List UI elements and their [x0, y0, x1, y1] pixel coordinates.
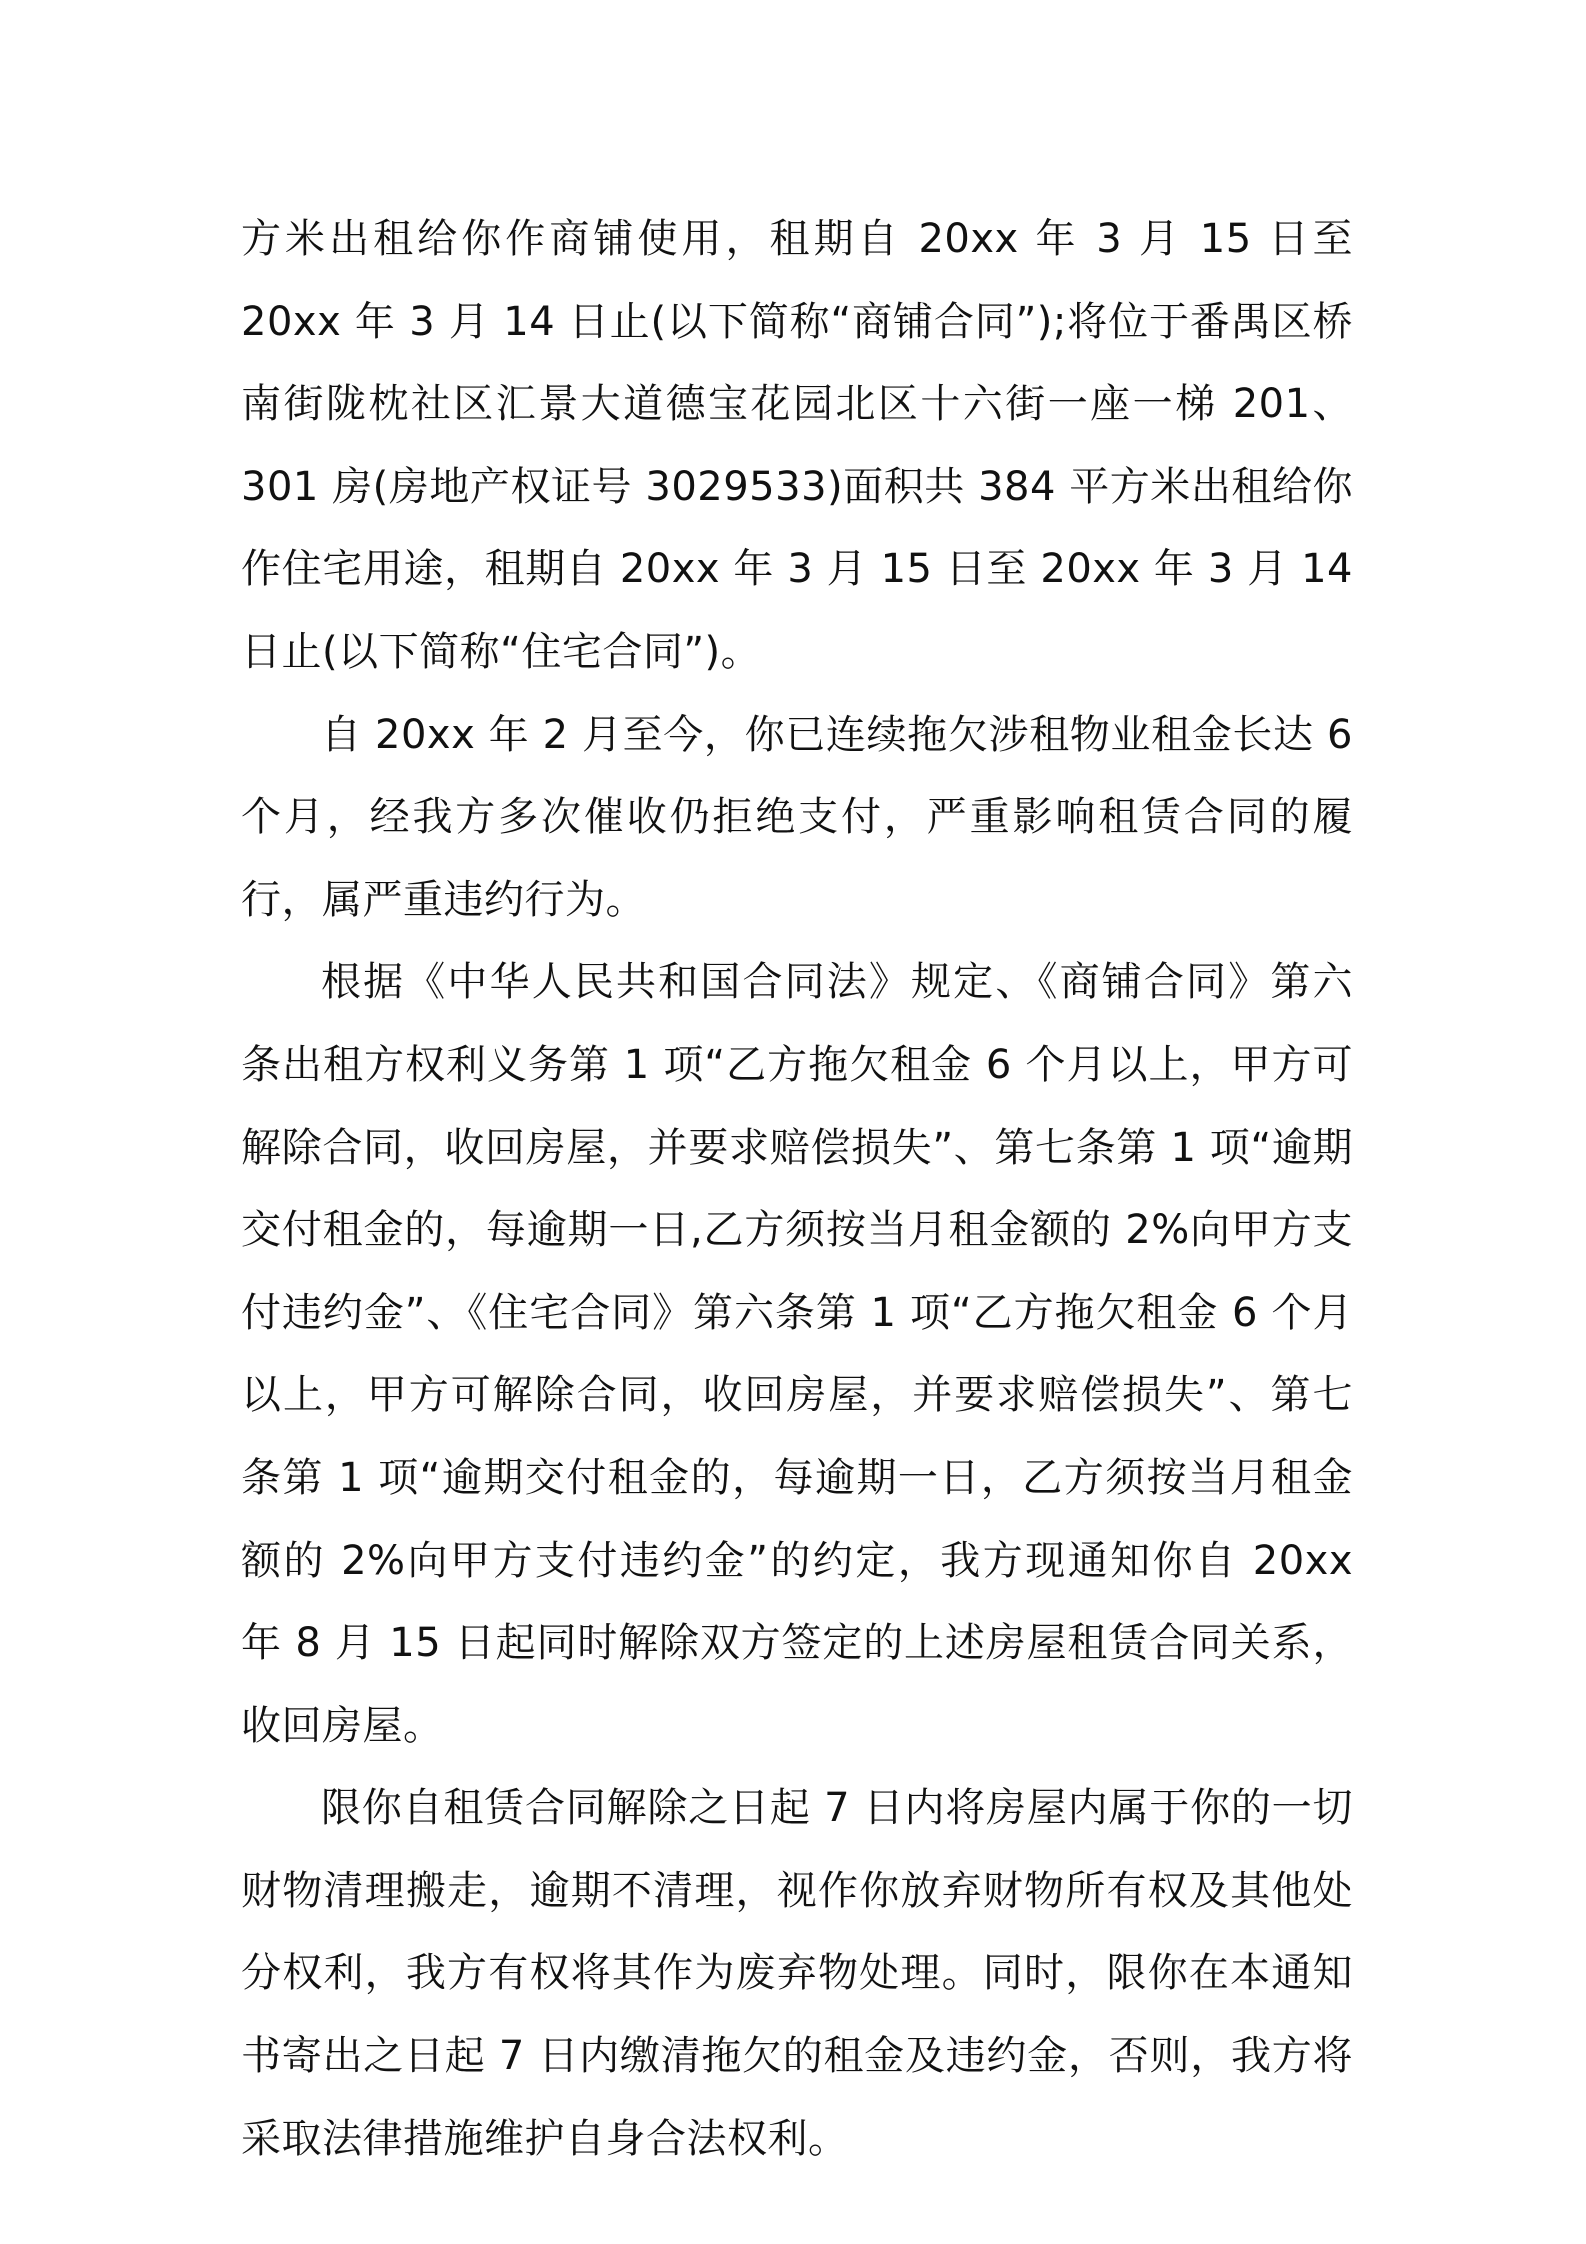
paragraph-lease-terms: 方米出租给你作商铺使用，租期自 20xx 年 3 月 15 日至 20xx 年 3 月 14 日止(以下简称“商铺合同”);将位于番禺区桥南街陇枕社区汇景大道德宝花园北区十六街一座一梯 201、301 房(房地产权证号 3029533)面积共 384 平方米出租给你作住宅用途，租期自 20xx 年 3 月 15 日至 20xx 年 3 月 14 日止(以下简称“住宅合同”)。	[241, 216, 1353, 675]
paragraph-property-clearance: 限你自租赁合同解除之日起 7 日内将房屋内属于你的一切财物清理搬走，逾期不清理，视作你放弃财物所有权及其他处分权利，我方有权将其作为废弃物处理。同时，限你在本通知书寄出之日起 7 日内缴清拖欠的租金及违约金，否则，我方将采取法律措施维护自身合法权利。	[241, 1785, 1353, 2162]
paragraph-contract-termination: 根据《中华人民共和国合同法》规定、《商铺合同》第六条出租方权利义务第 1 项“乙方拖欠租金 6 个月以上，甲方可解除合同，收回房屋，并要求赔偿损失”、第七条第 1 项“逾期交付租金的，每逾期一日,乙方须按当月租金额的 2%向甲方支付违约金”、《住宅合同》第六条第 1 项“乙方拖欠租金 6 个月以上，甲方可解除合同，收回房屋，并要求赔偿损失”、第七条第 1 项“逾期交付租金的，每逾期一日，乙方须按当月租金额的 2%向甲方支付违约金”的约定，我方现通知你自 20xx 年 8 月 15 日起同时解除双方签定的上述房屋租赁合同关系，收回房屋。	[241, 959, 1353, 1749]
paragraph-rent-arrears: 自 20xx 年 2 月至今，你已连续拖欠涉租物业租金长达 6 个月，经我方多次催收仍拒绝支付，严重影响租赁合同的履行，属严重违约行为。	[241, 711, 1353, 923]
document-body	[241, 198, 1353, 2180]
